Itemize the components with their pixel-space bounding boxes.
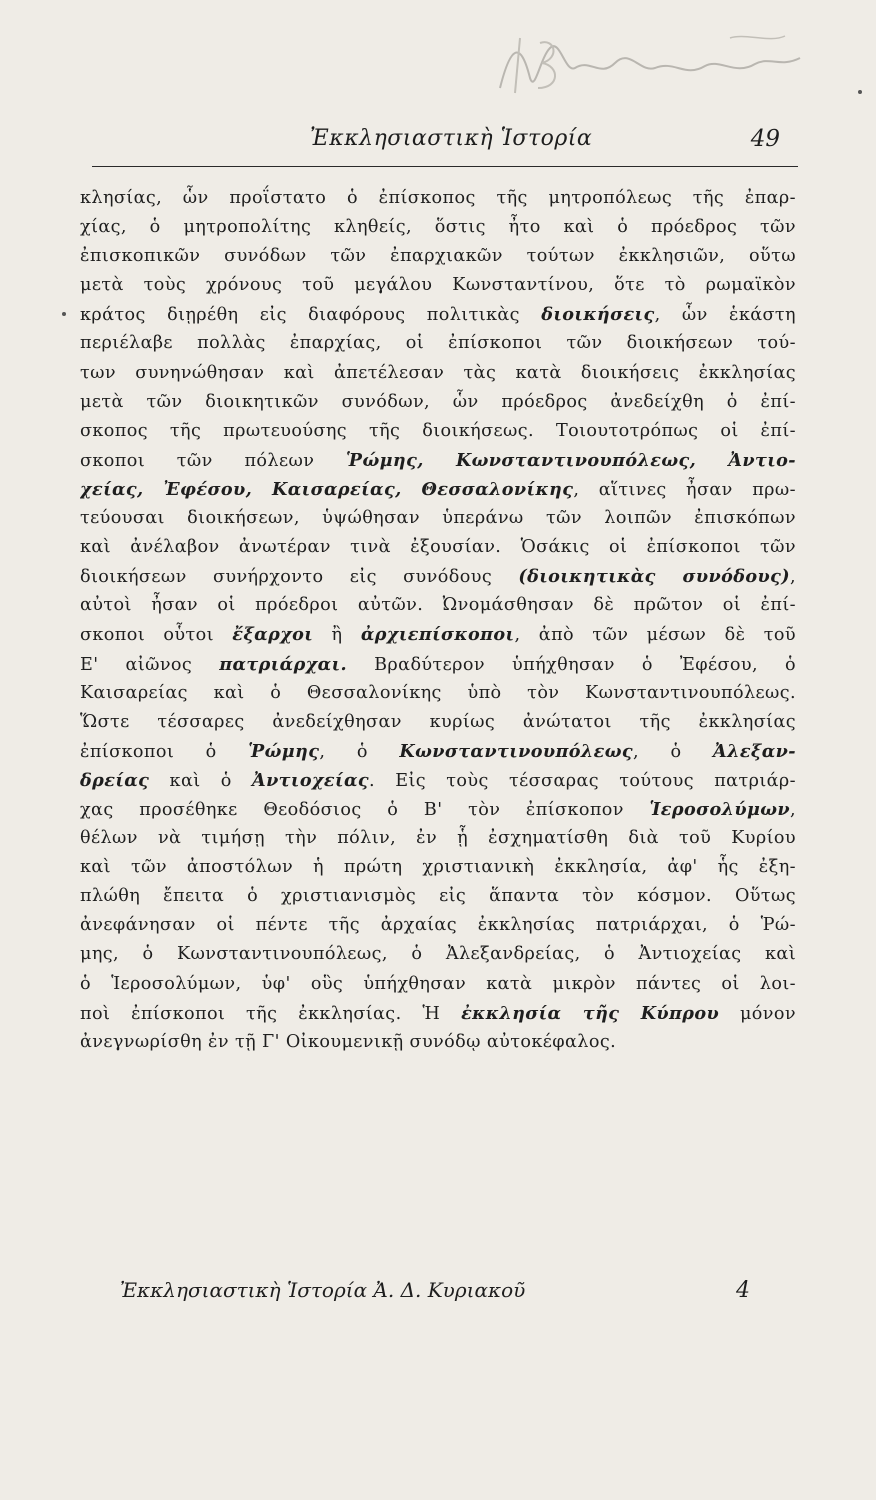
text-run: , ὁ [633, 741, 714, 762]
emphasized-term: Ῥώμης, Κωνσταντινουπόλεως, Ἀντιο- [346, 449, 796, 471]
text-run: σκοποι οὗτοι [80, 625, 233, 646]
text-line [80, 737, 796, 766]
text-run: κράτος διῃρέθη εἰς διαφόρους πολιτικὰς [80, 305, 542, 326]
text-run: , ὁ [319, 741, 400, 762]
emphasized-term: Ἀλεξαν- [713, 740, 796, 762]
text-line [80, 591, 796, 620]
emphasized-term: (διοικητικὰς συνόδους) [518, 566, 790, 588]
text-run: ἐπισκοπικῶν συνόδων τῶν ἐπαρχιακῶν τούτων ἐκκλησιῶν, οὕτω [80, 246, 796, 267]
text-line [80, 795, 796, 824]
text-run: καὶ τῶν ἀποστόλων ἡ πρώτη χριστιανικὴ ἐκκλησία, ἀφ' ἧς ἐξη- [80, 857, 796, 878]
page-footer [120, 1278, 760, 1310]
text-run: Καισαρείας καὶ ὁ Θεσσαλονίκης ὑπὸ τὸν Κωνσταντινουπόλεως. [80, 682, 796, 703]
emphasized-term: χείας, Ἐφέσου, Καισαρείας, Θεσσαλονίκης [80, 478, 574, 500]
text-run: ποὶ ἐπίσκοποι τῆς ἐκκλησίας. Ἡ [80, 1003, 462, 1024]
text-run: . Εἰς τοὺς τέσσαρας τούτους πατριάρ- [369, 770, 796, 791]
text-run: μόνον [719, 1003, 796, 1024]
text-line [80, 882, 796, 911]
text-line [80, 562, 796, 591]
text-line [80, 329, 796, 358]
text-line [80, 242, 796, 271]
text-run: , [790, 799, 796, 820]
emphasized-term: Ῥώμης [248, 740, 320, 762]
running-title: Ἐκκλησιαστικὴ Ἱστορία [310, 126, 593, 151]
text-line [80, 213, 796, 242]
text-line [80, 388, 796, 417]
text-run: , [790, 567, 796, 588]
text-run: ἀνεγνωρίσθη ἐν τῇ Γ' Οἰκουμενικῇ συνόδῳ αὐτοκέφαλος. [80, 1031, 617, 1052]
text-run: καὶ ὁ [149, 770, 253, 791]
text-run: Ε' αἰῶνος [80, 654, 220, 675]
emphasized-term: δρείας [80, 769, 150, 791]
text-line [80, 853, 796, 882]
ink-speck [62, 312, 66, 316]
text-run: τεύουσαι διοικήσεων, ὑψώθησαν ὑπεράνω τῶν λοιπῶν ἐπισκόπων [80, 508, 796, 529]
text-run: Βραδύτερον ὑπήχθησαν ὁ Ἐφέσου, ὁ [347, 654, 796, 675]
text-run: ἢ [313, 625, 361, 646]
text-run: σκοποι τῶν πόλεων [80, 450, 347, 471]
text-line [80, 620, 796, 649]
emphasized-term: ἀρχιεπίσκοποι [360, 624, 515, 646]
text-line [80, 708, 796, 737]
handwritten-signature [480, 18, 810, 108]
text-line [80, 766, 796, 795]
text-line [80, 300, 796, 329]
text-run: κλησίας, ὧν προΐστατο ὁ ἐπίσκοπος τῆς μητροπόλεως τῆς ἐπαρ- [80, 188, 796, 208]
text-run: μης, ὁ Κωνσταντινουπόλεως, ὁ Ἀλεξανδρείας, ὁ Ἀντιοχείας καὶ [80, 944, 796, 965]
emphasized-term: πατριάρχαι. [219, 653, 348, 675]
text-run: ὁ Ἱεροσολύμων, ὑφ' οὓς ὑπήχθησαν κατὰ μικρὸν πάντες οἱ λοι- [80, 973, 796, 994]
sheet-number: 4 [736, 1278, 750, 1303]
text-run: καὶ ἀνέλαβον ἀνωτέραν τινὰ ἐξουσίαν. Ὁσάκις οἱ ἐπίσκοποι τῶν [80, 537, 796, 558]
header-rule [92, 166, 798, 167]
text-line [80, 999, 796, 1028]
text-run: μετὰ τοὺς χρόνους τοῦ μεγάλου Κωνσταντίνου, ὅτε τὸ ρωμαϊκὸν [80, 275, 796, 296]
page-header [80, 126, 800, 160]
text-run: των συνηνώθησαν καὶ ἀπετέλεσαν τὰς κατὰ διοικήσεις ἐκκλησίας [80, 362, 796, 383]
text-line [80, 271, 796, 300]
emphasized-term: Κωνσταντινουπόλεως [399, 740, 633, 762]
emphasized-term: ἔξαρχοι [232, 624, 314, 646]
text-line [80, 504, 796, 533]
text-line [80, 650, 796, 679]
text-run: περιέλαβε πολλὰς ἐπαρχίας, οἱ ἐπίσκοποι τῶν διοικήσεων τού- [80, 333, 796, 354]
text-line [80, 359, 796, 388]
text-run: ἐπίσκοποι ὁ [80, 741, 249, 762]
body-text [80, 184, 796, 1057]
emphasized-term: ἐκκλησία τῆς Κύπρου [461, 1002, 720, 1024]
text-line [80, 417, 796, 446]
page-number: 49 [750, 126, 780, 152]
text-run: πλώθη ἔπειτα ὁ χριστιανισμὸς εἰς ἅπαντα τὸν κόσμον. Οὕτως [80, 886, 796, 907]
text-line [80, 970, 796, 999]
text-run: , ἀπὸ τῶν μέσων δὲ τοῦ [514, 625, 796, 646]
emphasized-term: διοικήσεις [541, 304, 655, 326]
text-line [80, 911, 796, 940]
text-run: αὐτοὶ ἦσαν οἱ πρόεδροι αὐτῶν. Ὠνομάσθησαν δὲ πρῶτον οἱ ἐπί- [80, 595, 796, 616]
text-run: σκοπος τῆς πρωτευούσης τῆς διοικήσεως. Τοιουτοτρόπως οἱ ἐπί- [80, 420, 796, 441]
text-line [80, 824, 796, 853]
text-line [80, 1028, 796, 1057]
text-line [80, 940, 796, 969]
text-run: μετὰ τῶν διοικητικῶν συνόδων, ὧν πρόεδρος ἀνεδείχθη ὁ ἐπί- [80, 391, 796, 412]
text-run: χας προσέθηκε Θεοδόσιος ὁ Β' τὸν ἐπίσκοπον [80, 799, 650, 820]
text-line [80, 446, 796, 475]
emphasized-term: Ἀντιοχείας [252, 769, 369, 791]
emphasized-term: Ἱεροσολύμων [649, 798, 790, 820]
text-run: διοικήσεων συνήρχοντο εἰς συνόδους [80, 567, 519, 588]
ink-speck [858, 90, 862, 94]
text-line [80, 679, 796, 708]
text-line [80, 475, 796, 504]
text-run: Ὥστε τέσσαρες ἀνεδείχθησαν κυρίως ἀνώτατοι τῆς ἐκκλησίας [80, 711, 796, 732]
text-run: , αἵτινες ἦσαν πρω- [573, 479, 796, 500]
text-run: , ὧν ἑκάστη [654, 305, 796, 326]
signature-line: Ἐκκλησιαστικὴ Ἱστορία Ἀ. Δ. Κυριακοῦ [120, 1278, 526, 1302]
text-line [80, 184, 796, 213]
text-run: θέλων νὰ τιμήσῃ τὴν πόλιν, ἐν ᾗ ἐσχηματίσθη διὰ τοῦ Κυρίου [80, 828, 796, 849]
text-run: χίας, ὁ μητροπολίτης κληθείς, ὅστις ἦτο καὶ ὁ πρόεδρος τῶν [80, 217, 796, 238]
text-line [80, 533, 796, 562]
text-run: ἀνεφάνησαν οἱ πέντε τῆς ἀρχαίας ἐκκλησίας πατριάρχαι, ὁ Ῥώ- [80, 915, 796, 936]
